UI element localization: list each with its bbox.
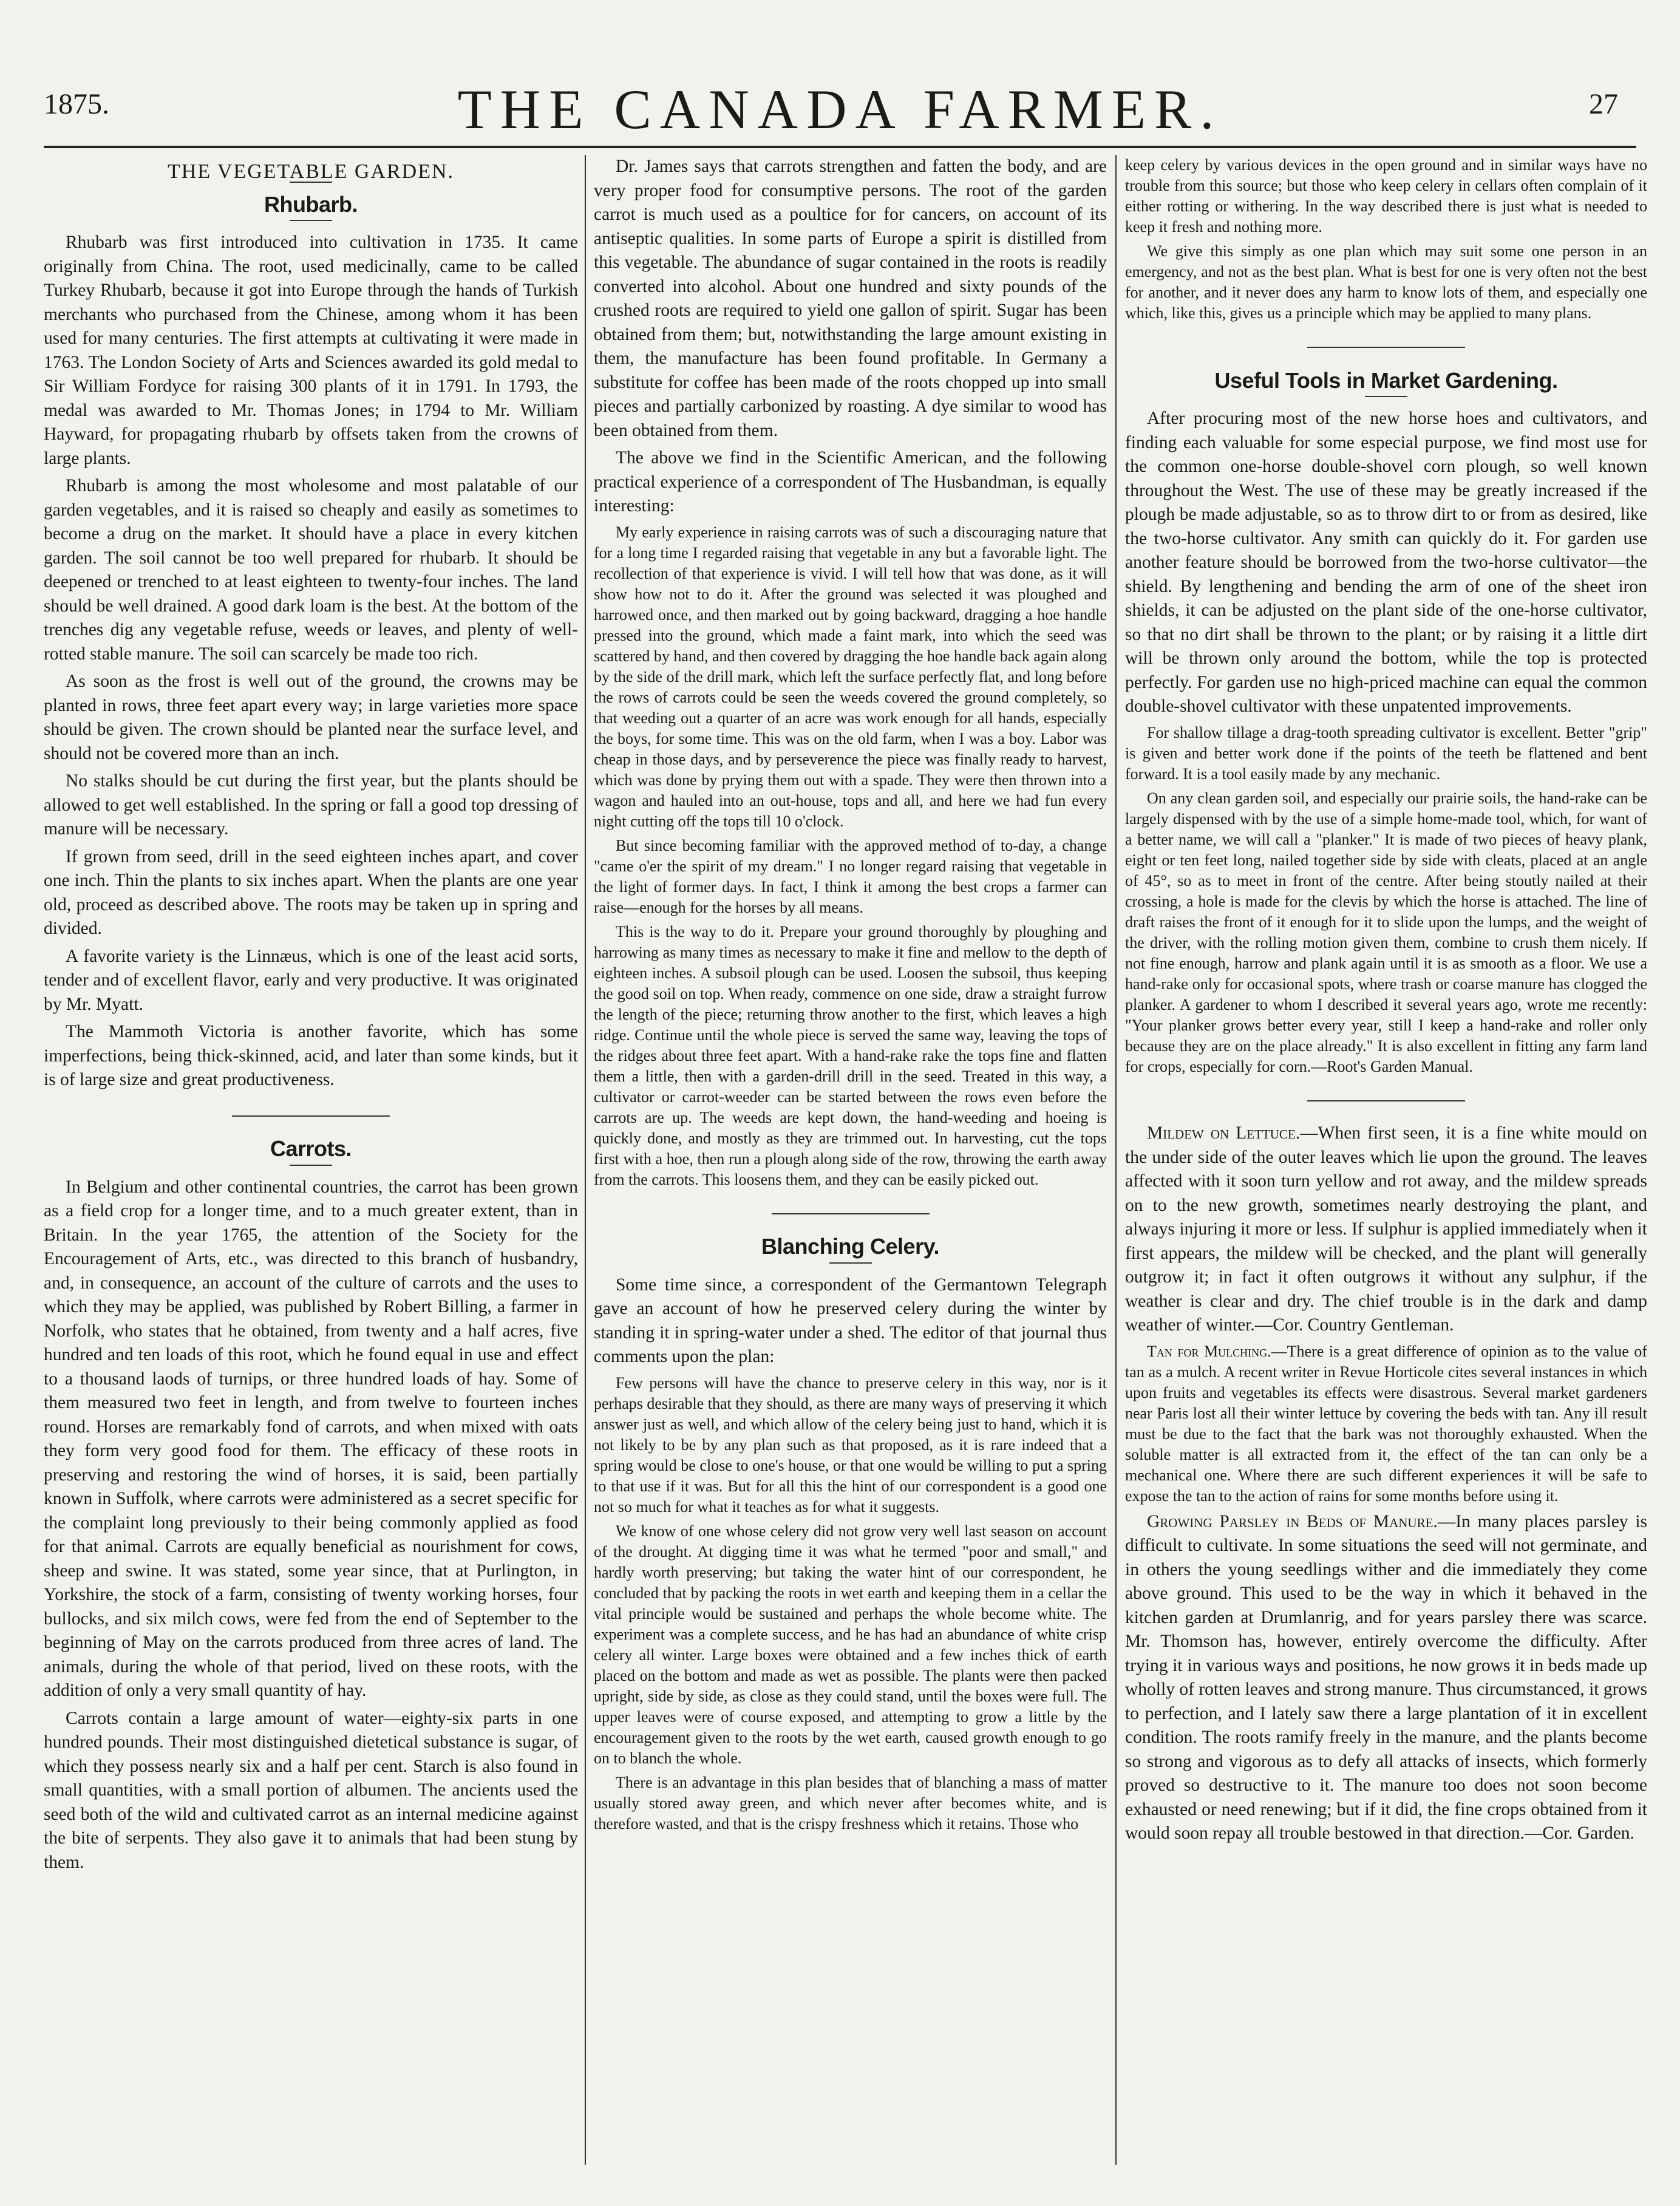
section-separator <box>1125 336 1647 360</box>
paragraph: Dr. James says that carrots strengthen and fatten the body, and are very proper food for consumptive persons. The root of the garden carrot is much used as a poultice for for cancers, on account of its antiseptic qualities. In some parts of Europe a spirit is distilled from this vegetable. The abundance of sugar contained in the roots is readily converted into alcohol. About one hundred and sixty pounds of the crushed roots are required to yield one gallon of spirit. Sugar has been obtained from them; but, notwithstanding the large amount existing in them, the manufacture has been found profitable. In Germany a substitute for coffee has been made of the roots chopped up into small pieces and partially carbonized by roasting. A dye similar to wood has been obtained from them. <box>594 157 1107 440</box>
paragraph: As soon as the frost is well out of the ground, the crowns may be planted in rows, three feet apart every way; in large varieties more space should be given. The crown should be planted near the surface level, and should not be covered more than an inch. <box>44 672 578 763</box>
title-underline <box>829 1262 872 1264</box>
paragraph: The Mammoth Victoria is another favorite, which has some imperfections, being thick-skinned, acid, and later than some kinds, but it is of large size and great productiveness. <box>44 1022 578 1089</box>
page-number: 27 <box>1589 88 1618 120</box>
paragraph: No stalks should be cut during the first year, but the plants should be allowed to get well established. In the spring or fall a good top dressing of manure will be necessary. <box>44 771 578 839</box>
lead-tan: Tan for Mulching. <box>1147 1342 1271 1360</box>
body-tan: —There is a great difference of opinion as to the value of tan as a mulch. A recent writer in Revue Horticole cites several instances in which upon fruits and vegetables its effects were disastrous. Several market gardeners near Paris lost all their winter lettuce by covering the beds with tan. Any ill result must be due to the fact that the bark was not thoroughly exhausted. When the soluble matter is all extracted from it, the effect of the tan can only be a mechanical one. Where there are such different experiences it will be safe to expose the tan to the action of rains for some months before using it. <box>1125 1342 1647 1505</box>
quoted-comment <box>594 1373 1107 1834</box>
column-rule-1 <box>585 155 586 2165</box>
section-separator <box>594 1202 1107 1227</box>
paragraph: Carrots contain a large amount of water—eighty-six parts in one hundred pounds. Their most distinguished dietetical substance is sugar, of which they possess nearly six and a half per cent. Starch is also found in small quantities, with a small portion of albumen. The ancients used the seed both of the wild and cultivated carrot as an internal medicine against the bite of serpents. They also gave it to animals that had been stung by them. <box>44 1708 578 1872</box>
paragraph: If grown from seed, drill in the seed eighteen inches apart, and cover one inch. Thin the plants to six inches apart. When the plants are one year old, proceed as described above. The roots may be taken up in spring and divided. <box>44 846 578 938</box>
paragraph: In Belgium and other continental countries, the carrot has been grown as a field crop for a longer time, and to a much greater extent, than in Britain. In the year 1765, the attention of the Society for the Encouragement of Arts, etc., was directed to this branch of husbandry, and, in consequence, an account of the culture of carrots and the uses to which they may be applied, was published by Robert Billing, a farmer in Norfolk, who states that he obtained, from twenty and a half acres, five hundred and ten loads of this root, which he found equal in use and effect to a thousand laods of turnips, or three hundred loads of hay. Some of them measured two feet in length, and from twelve to fourteen inches round. Horses are remarkably fond of carrots, and when mixed with oats they form very good food for them. The efficacy of these roots in preserving and restoring the wind of horses, it is said, been partially known in Suffolk, where carrots were administered as a secret specific for the complaint long previously to their being commonly applied as food for that animal. Carrots are equally beneficial as nourishment for cows, sheep and swine. It was stated, some year since, that at Purlington, in Yorkshire, the stock of a farm, consisting of twenty working horses, four bullocks, and six milch cows, were fed from the end of September to the beginning of May on the carrots produced from three acres of land. The animals, during the whole of that period, lived on these roots, with the addition of only a very small quantity of hay. <box>44 1177 578 1700</box>
paragraph: But since becoming familiar with the approved method of to-day, a change "came o'er the spirit of my dream." I no longer regard raising that vegetable in the light of former days. In fact, I think it among the best crops a farmer can raise—enough for the horses by all means. <box>594 836 1107 916</box>
column-1 <box>44 155 578 2165</box>
section-separator <box>1125 1089 1647 1114</box>
section-separator <box>44 1105 578 1129</box>
paragraph: The above we find in the Scientific American, and the following practical experience of a correspondent of The Husbandman, is equally interesting: <box>594 448 1107 516</box>
lead-parsley: Growing Parsley in Beds of Manure. <box>1147 1511 1438 1531</box>
paragraph: For shallow tillage a drag-tooth spreading cultivator is excellent. Better "grip" is given and better work done if the points of the teeth be flattened and bent forward. It is a tool easily made by any mechanic. <box>1125 723 1647 783</box>
article-title-carrots: Carrots. <box>270 1136 352 1161</box>
lead-mildew: Mildew on Lettuce. <box>1147 1123 1301 1143</box>
paragraph: We know of one whose celery did not grow very well last season on account of the drought. At digging time it was what he termed "poor and small," and hardly worth preserving; but taking the water hint of our correspondent, he concluded that by packing the roots in wet earth and keeping them in a cellar the vital principle would be sustained and perhaps the whole become white. The experiment was a complete success, and he has had an abundance of white crisp celery all winter. Large boxes were obtained and a few inches thick of earth placed on the bottom and made as wet as possible. The plants were then packed upright, side by side, as close as they could stand, until the boxes were full. The upper leaves were of course exposed, and attempting to grow a little by the encouragement given to the roots by the wet earth, caused growth enough to go on to blanch the whole. <box>594 1522 1107 1767</box>
column-3 <box>1125 155 1647 2165</box>
paragraph: Some time since, a correspondent of the Germantown Telegraph gave an account of how he preserved celery during the winter by standing it in spring-water under a shed. The editor of that journal thus comments upon the plan: <box>594 1275 1107 1366</box>
paragraph: My early experience in raising carrots was of such a discouraging nature that for a long time I regarded raising that vegetable in any but a favorable light. The recollection of that experience is vivid. I will tell how that was done, as it will show how not to do it. After the ground was selected it was ploughed and harrowed once, and then marked out by going backward, dragging a hoe handle pressed into the ground, which made a faint mark, into which the seed was scattered by hand, and then covered by dragging the hoe handle back again along by the side of the drill mark, which left the surface perfectly flat, and long before the rows of carrots could be seen the weeds covered the ground completely, so that weeding out a quarter of an acre was work enough for all hands, especially the boys, for some time. This was on the old farm, when I was a boy. Labor was cheap in those days, and by perseverence the piece was finally ready to harvest, which was done by prying them out with a spade. They were then thrown into a wagon and hauled into an out-house, tops and all, and here we had fun every night cutting off the tops till 10 o'clock. <box>594 523 1107 830</box>
masthead-title: THE CANADA FARMER. <box>457 78 1223 140</box>
paragraph: We give this simply as one plan which may suit some one person in an emergency, and not as the best plan. What is best for one is very often not the best for another, and it never does any harm to know lots of them, and especially one which, like this, gives us a principle which may be applied to many plans. <box>1125 242 1647 322</box>
paragraph: On any clean garden soil, and especially our prairie soils, the hand-rake can be largely dispensed with by the use of a simple home-made tool, which, for want of a better name, we will call a "planker." It is made of two pieces of heavy plank, eight or ten feet long, nailed together side by side with cleats, placed at an angle of 45°, so as to meet in front of the centre. After being stoutly nailed at their crossing, a hole is made for the clevis by which the horse is attached. The line of draft raises the front of it enough for it to slide upon the lumps, and the weight of the driver, with the rolling motion given them, combine to crush them nicely. If not fine enough, harrow and plank again until it is as smooth as a floor. We use a hand-rake only for occasional spots, where trash or coarse manure has clogged the planker. A gardener to whom I described it several years ago, wrote me recently: "Your planker grows better every year, still I keep a hand-rake and roller only because they are on the place already." It is also excellent in fitting any farm land for crops, especially for corn.—Root's Garden Manual. <box>1125 789 1647 1075</box>
body-mildew: —When first seen, it is a fine white mould on the under side of the outer leaves which lie upon the ground. The leaves affected with it soon turn yellow and rot away, and the mildew spreads on to the new growth, sometimes nearly destroying the plant, and always injuring it more or less. If sulphur is applied immediately when it first appears, the mildew will be checked, and the plant will generally outgrow it; in fact it often outgrows it without any sulphur, if the weather is clear and dry. The chief trouble is in the dark and damp weather of winter.—Cor. Country Gentleman. <box>1125 1123 1647 1335</box>
paragraph: Few persons will have the chance to preserve celery in this way, nor is it perhaps desirable that they should, as there are many ways of preserving it which answer just as well, and which allow of the celery being just to hand, which it is not likely to be by any plan such as that proposed, as it is rare indeed that a spring would be close to one's house, or that one would be willing to put a spring to that use if it was. But for all this the hint of our correspondent is a good one not so much for what it teaches as for what it suggests. <box>594 1374 1107 1516</box>
article-title-tools: Useful Tools in Market Gardening. <box>1214 367 1558 393</box>
column-rule-2 <box>1115 155 1117 2165</box>
title-underline <box>1365 396 1407 397</box>
paragraph: keep celery by various devices in the open ground and in similar ways have no trouble from this source; but those who keep celery in cellars often complain of it either rotting or withering. In the way described there is just what is needed to keep it fresh and nothing more. <box>1125 156 1647 236</box>
title-underline <box>290 1165 332 1166</box>
issue-year: 1875. <box>44 88 109 120</box>
body-parsley: —In many places parsley is difficult to cultivate. In some situations the seed will not germinate, and in others the young seedlings wither and die immediately they come above ground. This used to be the way in which it behaved in the kitchen garden at Drumlanrig, and for years parsley there was scarce. Mr. Thomson has, however, entirely overcome the difficulty. After trying it in various ways and positions, he now grows it in beds made up wholly of rotten leaves and strong manure. Thus circumstanced, it grows to perfection, and I lately saw there a large plantation of it in excellent condition. The roots ramify freely in the manure, and the plants become so strong and vigorous as to defy all attacks of insects, which formerly proved so destructive to it. The manure too does not soon become exhausted or need renewing; but if it did, the fine crops obtained from it would soon repay all trouble bestowed in that direction.—Cor. Garden. <box>1125 1511 1647 1843</box>
paragraph: Rhubarb is among the most wholesome and most palatable of our garden vegetables, and it is raised so cheaply and easily as sometimes to become a drug on the market. It should have a place in every kitchen garden. The soil cannot be too well prepared for rhubarb. It should be deepened or trenched to at least eighteen to twenty-four inches. The land should be well drained. A good dark loam is the best. At the bottom of the trenches dig any vegetable refuse, weeds or leaves, and plenty of well-rotted stable manure. The soil can scarcely be made too rich. <box>44 476 578 664</box>
column-2 <box>594 155 1107 2165</box>
paragraph: Rhubarb was first introduced into cultivation in 1735. It came originally from China. The root, used medicinally, came to be called Turkey Rhubarb, because it got into Europe through the hands of Turkish merchants who purchased from the Chinese, among whom it has been used for many centuries. The first attempts at cultivating it were made in 1763. The London Society of Arts and Sciences awarded its gold medal to Sir William Fordyce for raising 300 plants of it in 1791. In 1793, the medal was awarded to Mr. Thomas Jones; in 1794 to Mr. William Hayward, for propagating rhubarb by offsets taken from the crowns of large plants. <box>44 233 578 468</box>
paragraph-mildew <box>1125 1122 1647 1338</box>
tools-continued <box>1125 723 1647 1077</box>
celery-continued <box>1125 155 1647 324</box>
article-title-celery: Blanching Celery. <box>761 1234 939 1259</box>
paragraph: This is the way to do it. Prepare your ground thoroughly by ploughing and harrowing as many times as necessary to make it fine and mellow to the depth of eighteen inches. A subsoil plough can be used. Loosen the subsoil, thus keeping the good soil on top. When ready, commence on one side, draw a straight furrow the length of the piece; returning throw another to the first, which leaves a high ridge. Continue until the whole piece is served the same way, leaving the tops of the ridges about three feet apart. With a hand-rake rake the tops fine and flatten them a little, then with a garden-drill drill in the seed. Treated in this way, a cultivator or carrot-weeder can be started between the rows even before the carrots are up. The weeds are kept down, the hand-weeding and hoeing is quickly done, and mostly as they are trimmed out. In harvesting, cut the tops first with a hoe, then run a plough along side of the row, throwing the earth away from the carrots. This loosens them, and they can be easily picked out. <box>594 922 1107 1188</box>
title-underline <box>290 220 332 221</box>
paragraph: After procuring most of the new horse hoes and cultivators, and finding each valuable for some especial purpose, we find most use for the common one-horse double-shovel corn plough, so well known throughout the West. The use of these may be greatly increased if the plough be made adjustable, so as to throw dirt to or from as desired, like the two-horse cultivator. Any smith can quickly do it. For garden use another feature should be borrowed from the two-horse cultivator—the shield. By lengthening and bending the arm of one of the sheet iron shields, it can be adjusted on the plant side of the one-horse cultivator, so that no dirt shall be thrown to the plant; or by raising it a little dirt will be thrown only around the bottom, while the top is protected perfectly. For garden use no high-priced machine can equal the common double-shovel cultivator with these unpatented improvements. <box>1125 409 1647 716</box>
quoted-letter <box>594 522 1107 1190</box>
paragraph-tan <box>1125 1341 1647 1506</box>
page-header <box>44 79 1636 148</box>
paragraph: A favorite variety is the Linnæus, which is one of the least acid sorts, tender and of excellent flavor, early and very productive. It was originated by Mr. Myatt. <box>44 946 578 1014</box>
article-title-rhubarb: Rhubarb. <box>264 191 358 217</box>
section-title: THE VEGETABLE GARDEN. <box>167 160 455 183</box>
paragraph: There is an advantage in this plan besides that of blanching a mass of matter usually stored away green, and which never after becomes white, and is therefore wasted, and that is the crispy freshness which it retains. Those who <box>594 1773 1107 1833</box>
paragraph-parsley <box>1125 1510 1647 1846</box>
